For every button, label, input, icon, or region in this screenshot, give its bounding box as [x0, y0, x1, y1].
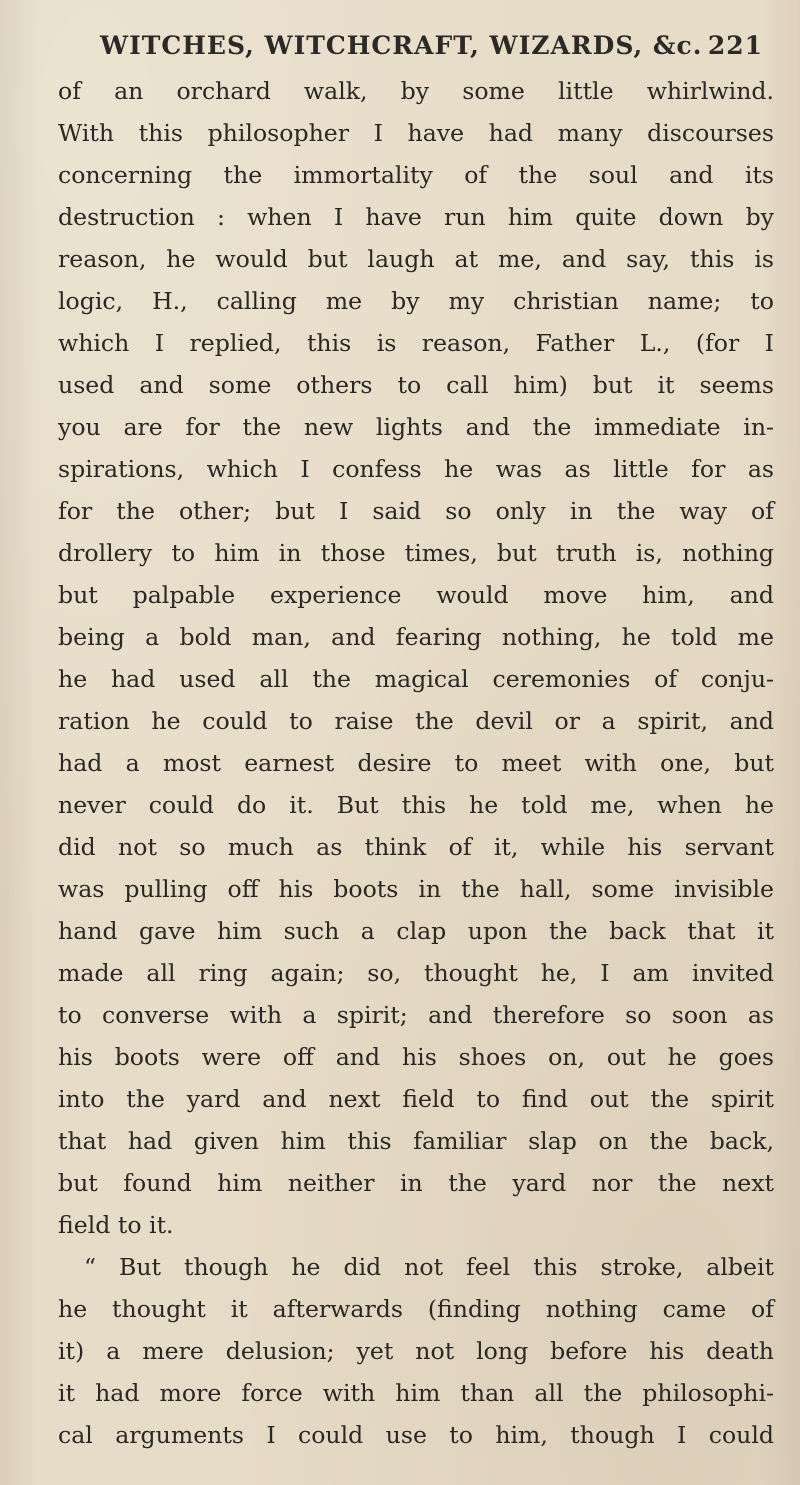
- text-line: into the yard and next field to find out the spirit: [58, 1085, 774, 1113]
- text-line: you are for the new lights and the immediate in-: [58, 413, 774, 441]
- text-line: With this philosopher I have had many discourses: [58, 119, 774, 147]
- text-line: drollery to him in those times, but truth is, nothing: [58, 539, 774, 567]
- text-line: ration he could to raise the devil or a spirit, and: [58, 707, 774, 735]
- text-line: he thought it afterwards (finding nothing came of: [58, 1295, 774, 1323]
- text-line: field to it.: [58, 1211, 174, 1239]
- text-line: used and some others to call him) but it seems: [58, 371, 774, 399]
- text-line: being a bold man, and fearing nothing, he told me: [58, 623, 774, 651]
- text-line: destruction : when I have run him quite down by: [58, 203, 774, 231]
- running-title: WITCHES, WITCHCRAFT, WIZARDS, &c.: [100, 31, 703, 60]
- text-line: made all ring again; so, thought he, I am invited: [58, 959, 774, 987]
- text-line: never could do it. But this he told me, when he: [58, 791, 774, 819]
- text-line: hand gave him such a clap upon the back that it: [58, 917, 774, 945]
- body-text: [58, 70, 774, 1456]
- text-line: for the other; but I said so only in the way of: [58, 497, 774, 525]
- text-line: it had more force with him than all the philosophi-: [58, 1379, 774, 1407]
- page-number: 221: [707, 31, 763, 60]
- text-line: reason, he would but laugh at me, and say, this is: [58, 245, 774, 273]
- text-line: that had given him this familiar slap on the back,: [58, 1127, 774, 1155]
- text-line: he had used all the magical ceremonies of conju-: [58, 665, 774, 693]
- text-line: “ But though he did not feel this stroke, albeit: [84, 1253, 774, 1281]
- text-line: was pulling off his boots in the hall, some invisible: [58, 875, 774, 903]
- text-line: had a most earnest desire to meet with one, but: [58, 749, 774, 777]
- running-head: [60, 20, 765, 60]
- text-line: but found him neither in the yard nor the next: [58, 1169, 774, 1197]
- text-line: spirations, which I confess he was as little for as: [58, 455, 774, 483]
- text-line: did not so much as think of it, while his servant: [58, 833, 774, 861]
- text-line: which I replied, this is reason, Father L., (for I: [58, 329, 774, 357]
- text-line: logic, H., calling me by my christian name; to: [58, 287, 774, 315]
- text-line: it) a mere delusion; yet not long before his death: [58, 1337, 774, 1365]
- text-line: cal arguments I could use to him, though I could: [58, 1421, 774, 1449]
- text-line: to converse with a spirit; and therefore so soon as: [58, 1001, 774, 1029]
- text-line: but palpable experience would move him, and: [58, 581, 774, 609]
- text-line: his boots were off and his shoes on, out he goes: [58, 1043, 774, 1071]
- text-line: of an orchard walk, by some little whirlwind.: [58, 77, 774, 105]
- text-line: concerning the immortality of the soul and its: [58, 161, 774, 189]
